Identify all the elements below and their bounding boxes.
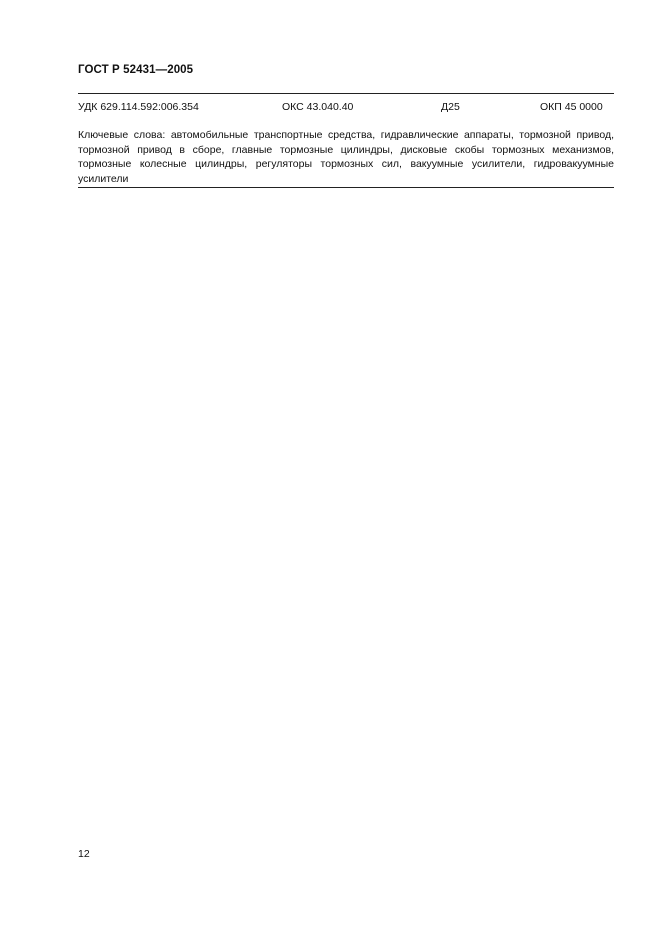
udk-code: УДК 629.114.592:006.354 [78,101,199,113]
okp-code: ОКП 45 0000 [540,101,603,113]
bottom-divider [78,187,614,188]
document-standard-id: ГОСТ Р 52431—2005 [78,64,194,76]
group-code: Д25 [441,101,460,113]
page-number: 12 [78,848,90,860]
keywords-paragraph: Ключевые слова: автомобильные транспортные средства, гидравлические аппараты, тормозной привод, тормозной привод в сборе, главные тормозные цилиндры, дисковые скобы тормозных механизмов, тормозные колесные цилиндры, регуляторы тормозных сил, вакуумные усилители, гидровакуумные усилители [78,129,614,185]
top-divider [78,93,614,94]
oks-code: ОКС 43.040.40 [282,101,354,113]
